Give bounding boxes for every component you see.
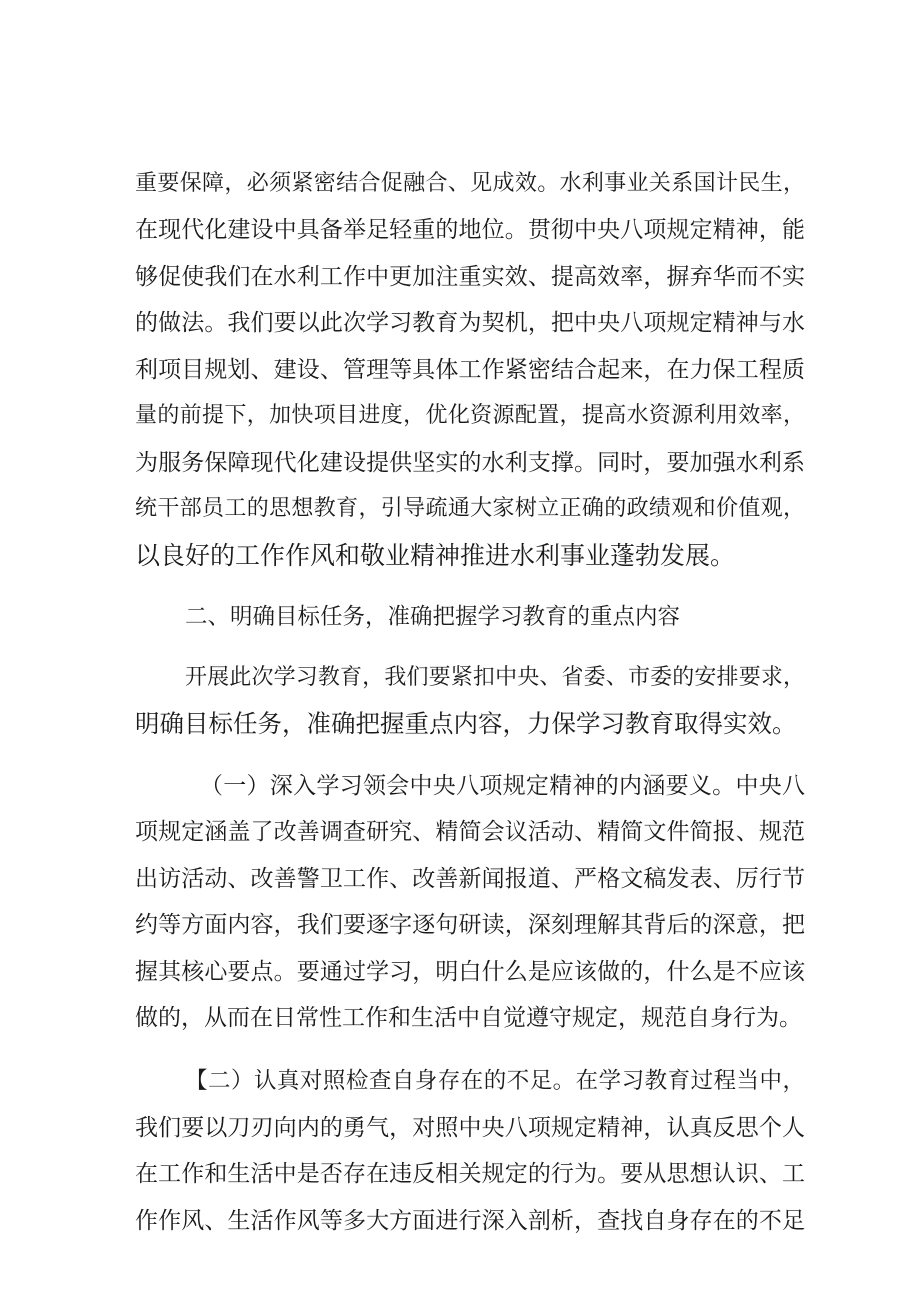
- paragraph-1-line-6: 量的前提下，加快项目进度，优化资源配置，提高水资源利用效率，: [135, 403, 805, 428]
- paragraph-1-line-4: 的做法。我们要以此次学习教育为契机，把中央八项规定精神与水: [135, 310, 805, 336]
- paragraph-3-line-2: 项规定涵盖了改善调查研究、精简会议活动、精简文件简报、规范: [135, 819, 805, 845]
- paragraph-3-line-1: （一）深入学习领会中央八项规定精神的内涵要义。中央八: [200, 773, 805, 799]
- paragraph-2-line-2: 明确目标任务，准确把握重点内容，力保学习教育取得实效。: [135, 709, 797, 738]
- paragraph-4-line-2: 我们要以刀刃向内的勇气，对照中央八项规定精神，认真反思个人: [135, 1115, 805, 1141]
- paragraph-4-line-4: 作作风、生活作风等多大方面进行深入剖析，查找自身存在的不足: [135, 1208, 805, 1234]
- paragraph-1-line-1: 重要保障，必须紧密结合促融合、见成效。水利事业关系国计民生，: [135, 171, 805, 196]
- paragraph-4-line-3: 在工作和生活中是否存在违反相关规定的行为。要从思想认识、工: [135, 1161, 805, 1187]
- paragraph-1-line-3: 够促使我们在水利工作中更加注重实效、提高效率，摒弃华而不实: [135, 264, 805, 290]
- paragraph-2-line-1: 开展此次学习教育，我们要紧扣中央、省委、市委的安排要求，: [185, 665, 805, 690]
- paragraph-3-line-3: 出访活动、改善警卫工作、改善新闻报道、严格文稿发表、厉行节: [135, 866, 805, 892]
- paragraph-1-line-9: 以良好的工作作风和敬业精神推进水利事业蓬勃发展。: [135, 541, 736, 570]
- section-2-heading: 二、明确目标任务，准确把握学习教育的重点内容: [185, 604, 681, 630]
- paragraph-1-line-8: 统干部员工的思想教育，引导疏通大家树立正确的政绩观和价值观，: [135, 496, 805, 521]
- paragraph-4-line-1: 【二）认真对照检查自身存在的不足。在学习教育过程当中，: [185, 1068, 805, 1094]
- paragraph-1-line-7: 为服务保障现代化建设提供坚实的水利支撑。同时，要加强水利系: [135, 450, 805, 476]
- paragraph-3-line-5: 握其核心要点。要通过学习，明白什么是应该做的，什么是不应该: [135, 959, 805, 985]
- paragraph-1-line-2: 在现代化建设中具备举足轻重的地位。贯彻中央八项规定精神，能: [135, 217, 805, 243]
- paragraph-1-line-5: 利项目规划、建设、管理等具体工作紧密结合起来，在力保工程质: [135, 357, 805, 383]
- paragraph-3-line-4: 约等方面内容，我们要逐字逐句研读，深刻理解其背后的深意，把: [135, 912, 805, 938]
- paragraph-3-line-6: 做的，从而在日常性工作和生活中自觉遵守规定，规范自身行为。: [135, 1005, 802, 1031]
